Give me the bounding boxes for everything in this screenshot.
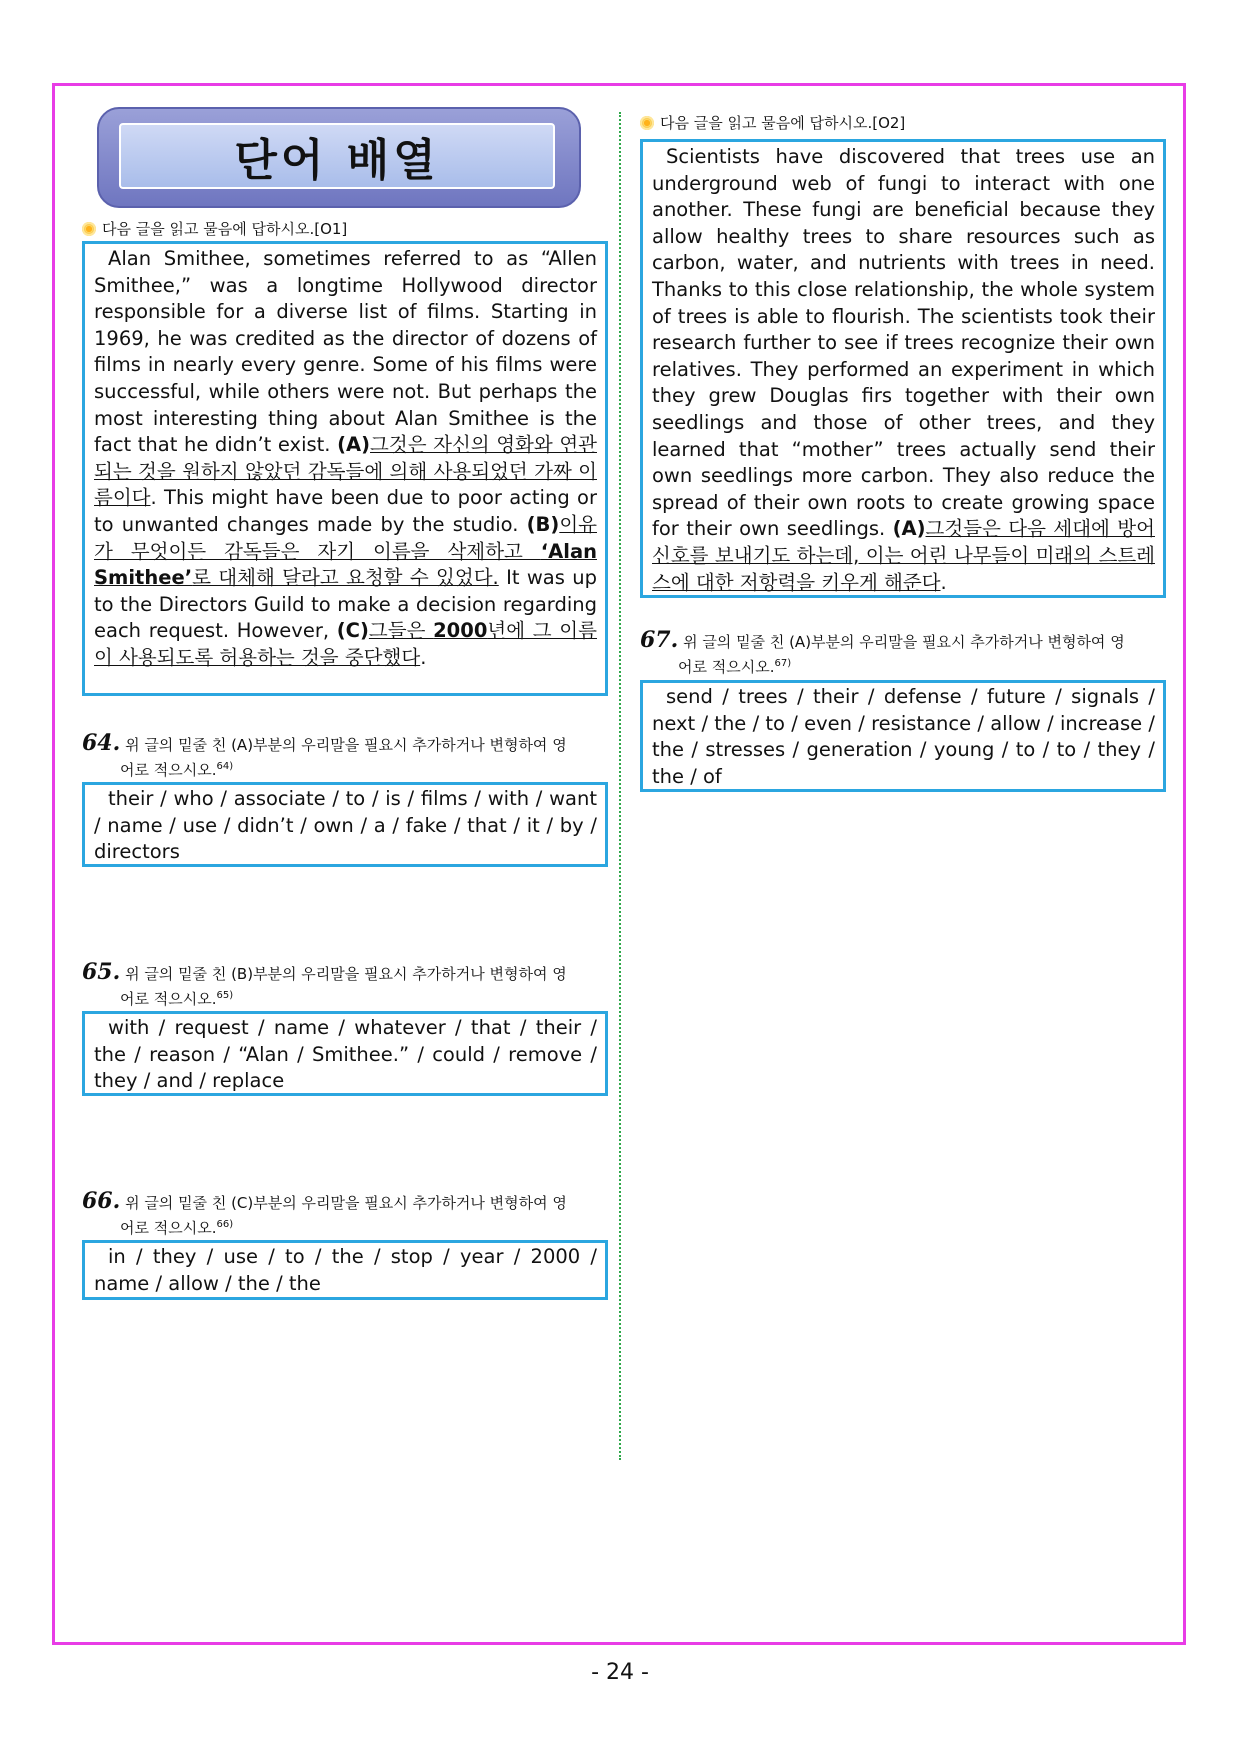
question-64: 64. 위 글의 밑줄 친 (A)부분의 우리말을 필요시 추가하거나 변형하여 영 어로 적으시오.$^{64)}$ [82,730,567,779]
word-box-66: in / they / use / to / the / stop / year / 2000 / name / allow / the / the [82,1240,608,1300]
passage-right: Scientists have discovered that trees use an underground web of fungi to interact with one another. These fungi are beneficial because they allow healthy trees to share resources such as carbon, water, and nutrients with trees in need. Thanks to this close relationship, the whole system of trees is able to flourish. The scientists took their research further to see if trees recognize their own relatives. They performed an experiment in which they grew Douglas firs together with their own seedlings and those of other trees, and they learned that “mother” trees actually send their own seedlings more carbon. They also reduce the spread of their own roots to create growing space for their own seedlings. (A)그것들은 다음 세대에 방어 신호를 보내기도 하는데, 이는 어린 나무들이 미래의 스트레스에 대한 저항력을 키우게 해준다. [652,145,1155,594]
word-box-64: their / who / associate / to / is / films / with / want / name / use / didn’t / own / a / fake / that / it / by / directors [82,782,608,867]
passage-box-left [82,241,608,696]
flower-icon [82,222,96,236]
question-67: 67. 위 글의 밑줄 친 (A)부분의 우리말을 필요시 추가하거나 변형하여 영 어로 적으시오.$^{67)}$ [640,627,1125,676]
title-badge [97,107,581,208]
instruction-right: 다음 글을 읽고 물음에 답하시오.[O2] [640,112,905,133]
question-66: 66. 위 글의 밑줄 친 (C)부분의 우리말을 필요시 추가하거나 변형하여 영 어로 적으시오.$^{66)}$ [82,1188,567,1237]
word-box-67: send / trees / their / defense / future / signals / next / the / to / even / resistance / allow / increase / the / stresses / generation / young / to / to / they / the / of [640,680,1166,792]
instruction-left: 다음 글을 읽고 물음에 답하시오.[O1] [82,218,347,239]
word-box-65: with / request / name / whatever / that / their / the / reason / “Alan / Smithee.” / could / remove / they / and / replace [82,1011,608,1096]
page-title: 단어 배열 [119,123,555,189]
question-65: 65. 위 글의 밑줄 친 (B)부분의 우리말을 필요시 추가하거나 변형하여 영 어로 적으시오.$^{65)}$ [82,959,567,1008]
flower-icon [640,116,654,130]
page-number: - 24 - [591,1660,649,1685]
passage-box-right [640,139,1166,598]
column-divider [619,112,621,1460]
passage-left: Alan Smithee, sometimes referred to as “Allen Smithee,” was a longtime Hollywood director responsible for a diverse list of films. Starting in 1969, he was credited as the director of dozens of films in nearly every genre. Some of his films were successful, while others were not. But perhaps the most interesting thing about Alan Smithee is the fact that he didn’t exist. (A)그것은 자신의 영화와 연관되는 것을 원하지 않았던 감독들에 의해 사용되었던 가짜 이름이다. This might have been due to poor acting or to unwanted changes made by the studio. (B)이유가 무엇이든 감독들은 자기 이름을 삭제하고 ‘Alan Smithee’로 대체해 달라고 요청할 수 있었다. It was up to the Directors Guild to make a decision regarding each request. However, (C)그들은 2000년에 그 이름이 사용되도록 허용하는 것을 중단했다. [94,247,597,669]
